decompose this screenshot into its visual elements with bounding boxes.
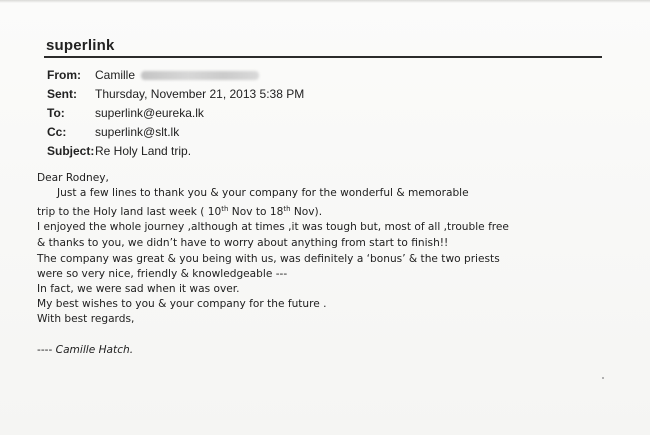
dates-text-end: Nov). [290, 206, 323, 218]
body-line: I enjoyed the whole journey ,although at times ,it was tough but, most of all ,trouble free [37, 221, 509, 233]
cc-label: Cc: [47, 125, 67, 139]
body-line: My best wishes to you & your company for the future . [37, 298, 327, 310]
signature-name: Camille Hatch. [55, 344, 134, 356]
sent-value: Thursday, November 21, 2013 5:38 PM [95, 87, 305, 101]
greeting: Dear Rodney, [37, 172, 109, 184]
dates-text-middle: Nov to 18 [228, 206, 284, 218]
sent-label: Sent: [47, 87, 77, 101]
ordinal-suffix: th [221, 205, 229, 213]
signature [37, 344, 133, 356]
to-label: To: [47, 106, 65, 120]
dates-text-start: trip to the Holy land last week ( 10 [37, 206, 222, 218]
ordinal-suffix: th [283, 205, 291, 213]
cc-value: superlink@slt.lk [95, 125, 180, 139]
body-line: Just a few lines to thank you & your company for the wonderful & memorable [57, 187, 469, 199]
body-line-dates [37, 205, 322, 218]
to-value: superlink@eureka.lk [95, 106, 204, 120]
from-label: From: [47, 68, 81, 82]
subject-label: Subject: [47, 144, 95, 158]
signature-dashes: ---- [37, 344, 56, 356]
body-line: were so very nice, friendly & knowledgeable --- [37, 268, 288, 280]
subject-value: Re Holy Land trip. [95, 144, 192, 158]
body-line: In fact, we were sad when it was over. [37, 283, 240, 295]
redacted-email-address [141, 71, 259, 80]
body-line: The company was great & you being with us, was definitely a ‘bonus’ & the two priests [37, 253, 500, 265]
from-name: Camille [95, 68, 136, 82]
scan-speck [602, 377, 604, 379]
closing: With best regards, [37, 313, 135, 325]
page-top-edge [0, 0, 650, 3]
mailbox-title: superlink [46, 37, 115, 54]
header-divider [44, 56, 602, 58]
body-line: & thanks to you, we didn’t have to worry about anything from start to finish!! [37, 237, 449, 249]
from-value [95, 68, 259, 82]
